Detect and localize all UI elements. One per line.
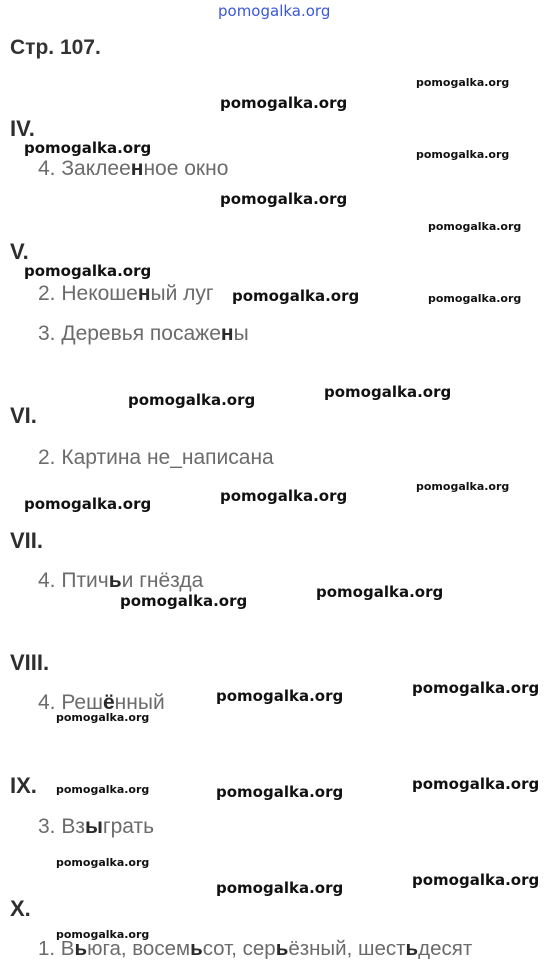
watermark: pomogalka.org (56, 856, 150, 869)
watermark: pomogalka.org (232, 287, 360, 305)
watermark: pomogalka.org (316, 583, 444, 601)
section-iv-answer: 4. Заклеенное окно (38, 157, 229, 180)
watermark: pomogalka.org (216, 879, 344, 897)
watermark: pomogalka.org (220, 487, 348, 505)
section-x-heading: X. (10, 896, 31, 921)
section-vii-answer: 4. Птичьи гнёзда (38, 569, 204, 592)
site-top-watermark: pomogalka.org (218, 2, 331, 20)
watermark: pomogalka.org (216, 687, 344, 705)
section-viii-answer: 4. Решённый (38, 691, 165, 714)
section-v-answer-2: 3. Деревья посажены (38, 322, 249, 345)
section-vi-heading: VI. (10, 403, 37, 428)
section-vii-heading: VII. (10, 528, 44, 553)
watermark: pomogalka.org (416, 76, 510, 89)
watermark: pomogalka.org (24, 495, 152, 513)
section-vi-answer: 2. Картина не_написана (38, 446, 274, 469)
watermark: pomogalka.org (428, 292, 522, 305)
watermark: pomogalka.org (412, 679, 540, 697)
watermark: pomogalka.org (56, 783, 150, 796)
section-iv-heading: IV. (10, 116, 35, 141)
watermark: pomogalka.org (24, 139, 152, 157)
section-x-answer: 1. Вьюга, восемьсот, серьёзный, шестьдесят (38, 937, 473, 960)
watermark: pomogalka.org (412, 775, 540, 793)
section-viii-heading: VIII. (10, 650, 50, 675)
watermark: pomogalka.org (412, 871, 540, 889)
section-v-answer-1: 2. Некошеный луг (38, 282, 214, 305)
watermark: pomogalka.org (216, 783, 344, 801)
section-ix-answer: 3. Взыграть (38, 815, 155, 838)
watermark: pomogalka.org (56, 928, 150, 941)
watermark: pomogalka.org (128, 391, 256, 409)
section-ix-heading: IX. (10, 773, 37, 798)
watermark: pomogalka.org (428, 220, 522, 233)
watermark: pomogalka.org (220, 94, 348, 112)
watermark: pomogalka.org (324, 383, 452, 401)
watermark: pomogalka.org (24, 262, 152, 280)
watermark: pomogalka.org (416, 480, 510, 493)
watermark: pomogalka.org (220, 190, 348, 208)
page-title: Стр. 107. (10, 36, 101, 59)
watermark: pomogalka.org (56, 711, 150, 724)
section-v-heading: V. (10, 239, 29, 264)
watermark: pomogalka.org (120, 592, 248, 610)
watermark: pomogalka.org (416, 148, 510, 161)
